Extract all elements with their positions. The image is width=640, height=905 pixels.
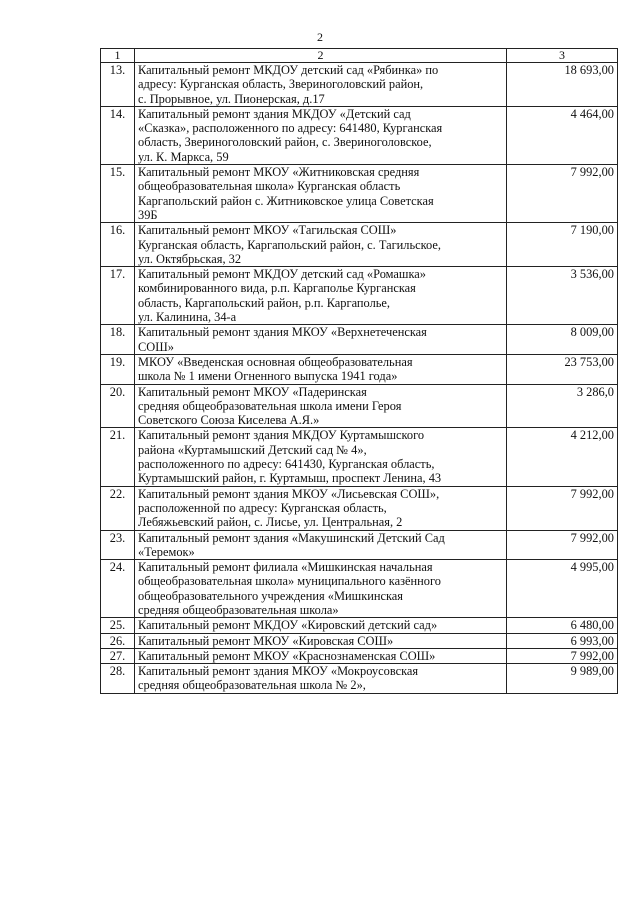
row-number-cell: 27. xyxy=(101,648,135,663)
description-cell xyxy=(135,633,507,648)
description-cell xyxy=(135,530,507,560)
row-number-cell: 20. xyxy=(101,384,135,428)
description-cell xyxy=(135,165,507,223)
description-line: общеобразовательная школа» муниципального казённого xyxy=(138,574,441,589)
column-header-amount: 3 xyxy=(507,49,618,63)
description-cell xyxy=(135,354,507,384)
description-line: Советского Союза Киселева А.Я.» xyxy=(138,413,320,428)
description-line: Капитальный ремонт здания МКДОУ Куртамышского xyxy=(138,428,425,443)
description-cell xyxy=(135,428,507,486)
amount-cell: 3 536,00 xyxy=(507,267,618,325)
description-line: Каргапольский район с. Житниковское улица Советская xyxy=(138,193,434,208)
row-number-cell: 13. xyxy=(101,63,135,107)
row-number-cell: 16. xyxy=(101,223,135,267)
table-row xyxy=(101,530,618,560)
description-line: Курганская область, Каргапольский район, с. Тагильское, xyxy=(138,237,441,252)
description-line: Капитальный ремонт МКОУ «Тагильская СОШ» xyxy=(138,223,397,238)
description-line: Капитальный ремонт МКДОУ детский сад «Рябинка» по xyxy=(138,63,439,77)
description-line: ул. Октябрьская, 32 xyxy=(138,251,242,266)
description-line: МКОУ «Введенская основная общеобразовательная xyxy=(138,354,413,369)
row-number-cell: 28. xyxy=(101,664,135,694)
description-cell xyxy=(135,618,507,633)
amount-cell: 8 009,00 xyxy=(507,325,618,355)
description-cell xyxy=(135,560,507,618)
description-line: комбинированного вида, р.п. Каргаполье Курганская xyxy=(138,281,416,296)
description-cell xyxy=(135,664,507,694)
table-row xyxy=(101,486,618,530)
table-row xyxy=(101,325,618,355)
description-line: средняя общеобразовательная школа № 2», xyxy=(138,678,366,693)
row-number-cell: 23. xyxy=(101,530,135,560)
amount-cell: 9 989,00 xyxy=(507,664,618,694)
description-line: 39Б xyxy=(138,207,158,222)
description-cell xyxy=(135,325,507,355)
description-line: Капитальный ремонт здания МКОУ «Лисьевская СОШ», xyxy=(138,486,440,501)
description-line: ул. Калинина, 34-а xyxy=(138,310,237,325)
description-line: СОШ» xyxy=(138,339,174,354)
row-number-cell: 24. xyxy=(101,560,135,618)
description-line: «Сказка», расположенного по адресу: 641480, Курганская xyxy=(138,121,443,136)
table-body xyxy=(101,49,618,694)
description-cell xyxy=(135,267,507,325)
description-line: района «Куртамышский Детский сад № 4», xyxy=(138,442,367,457)
description-line: Капитальный ремонт здания МКДОУ «Детский сад xyxy=(138,106,411,121)
description-line: Лебяжьевский район, с. Лисье, ул. Центральная, 2 xyxy=(138,515,403,530)
amount-cell: 4 995,00 xyxy=(507,560,618,618)
description-line: Капитальный ремонт МКОУ «Краснознаменская СОШ» xyxy=(138,648,436,663)
amount-cell: 4 464,00 xyxy=(507,106,618,164)
description-line: общеобразовательного учреждения «Мишкинская xyxy=(138,588,404,603)
amount-cell: 6 993,00 xyxy=(507,633,618,648)
table-row xyxy=(101,267,618,325)
page-number: 2 xyxy=(317,30,323,44)
amount-cell: 6 480,00 xyxy=(507,618,618,633)
amount-cell: 3 286,0 xyxy=(507,384,618,428)
description-line: область, Каргапольский район, р.п. Каргаполье, xyxy=(138,295,390,310)
description-cell xyxy=(135,486,507,530)
row-number-cell: 22. xyxy=(101,486,135,530)
description-cell xyxy=(135,223,507,267)
description-line: школа № 1 имени Огненного выпуска 1941 года» xyxy=(138,369,398,384)
description-line: область, Звериноголовский район, с. Звериноголовское, xyxy=(138,135,432,150)
description-line: «Теремок» xyxy=(138,544,195,559)
description-cell xyxy=(135,384,507,428)
table-row xyxy=(101,384,618,428)
row-number-cell: 18. xyxy=(101,325,135,355)
description-cell xyxy=(135,63,507,107)
row-number-cell: 17. xyxy=(101,267,135,325)
description-line: Капитальный ремонт МКДОУ детский сад «Ромашка» xyxy=(138,267,426,282)
table-row xyxy=(101,664,618,694)
table-header-row xyxy=(101,49,618,63)
amount-cell: 7 992,00 xyxy=(507,486,618,530)
description-line: Капитальный ремонт филиала «Мишкинская начальная xyxy=(138,560,433,575)
description-line: Капитальный ремонт МКДОУ «Кировский детский сад» xyxy=(138,618,438,633)
amount-cell: 4 212,00 xyxy=(507,428,618,486)
description-line: ул. К. Маркса, 59 xyxy=(138,149,229,164)
column-header-description: 2 xyxy=(135,49,507,63)
description-line: средняя общеобразовательная школа» xyxy=(138,602,339,617)
description-line: расположенного по адресу: 641430, Курганская область, xyxy=(138,457,435,472)
description-line: адресу: Курганская область, Звериноголовский район, xyxy=(138,77,424,92)
table-row xyxy=(101,428,618,486)
amount-cell: 7 992,00 xyxy=(507,530,618,560)
table-row xyxy=(101,560,618,618)
amount-cell: 7 190,00 xyxy=(507,223,618,267)
description-line: Капитальный ремонт здания «Макушинский Детский Сад xyxy=(138,530,445,545)
row-number-cell: 25. xyxy=(101,618,135,633)
table-row xyxy=(101,633,618,648)
row-number-cell: 14. xyxy=(101,106,135,164)
table-row xyxy=(101,63,618,107)
description-line: Капитальный ремонт МКОУ «Падеринская xyxy=(138,384,367,399)
description-cell xyxy=(135,648,507,663)
column-header-number: 1 xyxy=(101,49,135,63)
row-number-cell: 26. xyxy=(101,633,135,648)
row-number-cell: 15. xyxy=(101,165,135,223)
table-row xyxy=(101,165,618,223)
table-row xyxy=(101,223,618,267)
table-row xyxy=(101,106,618,164)
table-row xyxy=(101,618,618,633)
description-line: средняя общеобразовательная школа имени Героя xyxy=(138,398,402,413)
amount-cell: 7 992,00 xyxy=(507,648,618,663)
description-line: Капитальный ремонт здания МКОУ «Верхнетеченская xyxy=(138,325,427,340)
description-line: Капитальный ремонт МКОУ «Кировская СОШ» xyxy=(138,633,394,648)
row-number-cell: 19. xyxy=(101,354,135,384)
description-line: Куртамышский район, г. Куртамыш, проспект Ленина, 43 xyxy=(138,471,442,486)
amount-cell: 7 992,00 xyxy=(507,165,618,223)
table-row xyxy=(101,648,618,663)
description-line: с. Прорывное, ул. Пионерская, д.17 xyxy=(138,91,325,106)
works-table xyxy=(100,48,618,694)
amount-cell: 18 693,00 xyxy=(507,63,618,107)
table-row xyxy=(101,354,618,384)
amount-cell: 23 753,00 xyxy=(507,354,618,384)
description-line: общеобразовательная школа» Курганская область xyxy=(138,179,401,194)
row-number-cell: 21. xyxy=(101,428,135,486)
description-cell xyxy=(135,106,507,164)
description-line: Капитальный ремонт здания МКОУ «Мокроусовская xyxy=(138,664,419,679)
description-line: Капитальный ремонт МКОУ «Житниковская средняя xyxy=(138,165,420,180)
description-line: расположенной по адресу: Курганская область, xyxy=(138,500,387,515)
